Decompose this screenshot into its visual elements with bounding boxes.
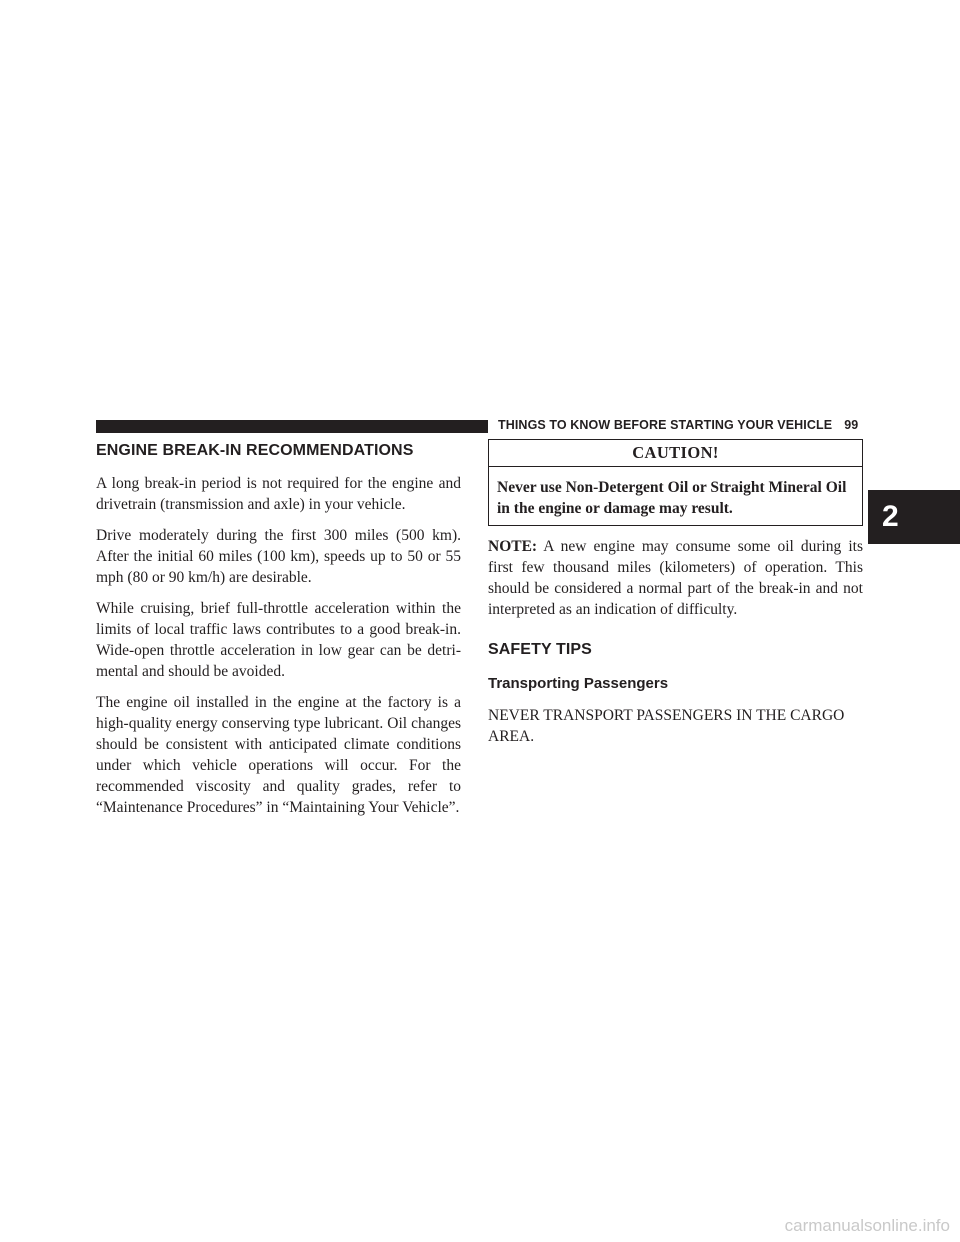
subheading-transporting-passengers: Transporting Passengers xyxy=(488,675,669,692)
paragraph-cruising: While cruising, brief full-throttle acceleration within the limits of local traffic laws contributes to a good break-in. Wide-open throttle acceleration in low gear can be detrimental and should be avoided. xyxy=(96,600,461,680)
running-header xyxy=(498,418,858,432)
caution-text: Never use Non-Detergent Oil or Straight Mineral Oil in the engine or damage may result. xyxy=(497,479,847,517)
caution-title: CAUTION! xyxy=(489,440,862,467)
paragraph-engine-oil: The engine oil installed in the engine at the factory is a high-quality energy conserving type lubricant. Oil changes should be consistent with anticipated climate conditions under which vehicle operations will occur. For the recommended viscosity and quality grades, refer to “Maintenance Procedures” in “Maintaining Your Vehicle”. xyxy=(96,694,461,816)
chapter-tab: 2 xyxy=(868,490,960,544)
section-heading-engine-break-in: ENGINE BREAK-IN RECOMMENDATIONS xyxy=(96,442,414,459)
right-column xyxy=(488,441,863,757)
note-paragraph xyxy=(488,536,863,620)
left-column xyxy=(96,441,461,828)
caution-box xyxy=(488,439,863,526)
paragraph-break-in-period: A long break-in period is not required for the engine and drivetrain (transmission and axle) in your vehicle. xyxy=(96,475,461,513)
section-heading-safety-tips: SAFETY TIPS xyxy=(488,641,592,658)
header-rule xyxy=(96,420,488,433)
paragraph-drive-moderately: Drive moderately during the first 300 miles (500 km). After the initial 60 miles (100 km), speeds up to 50 or 55 mph (80 or 90 km/h) are desirable. xyxy=(96,527,461,586)
note-text: A new engine may consume some oil during its first few thousand miles (kilometers) of operation. This should be considered a normal part of the break-in and not interpreted as an indication of difficulty. xyxy=(488,538,863,618)
watermark: carmanualsonline.info xyxy=(784,1216,950,1235)
running-title: THINGS TO KNOW BEFORE STARTING YOUR VEHICLE xyxy=(498,418,833,432)
page-number: 99 xyxy=(844,418,859,432)
paragraph-cargo-warning: NEVER TRANSPORT PASSENGERS IN THE CARGO AREA. xyxy=(488,707,845,745)
note-label: NOTE: xyxy=(488,538,538,555)
